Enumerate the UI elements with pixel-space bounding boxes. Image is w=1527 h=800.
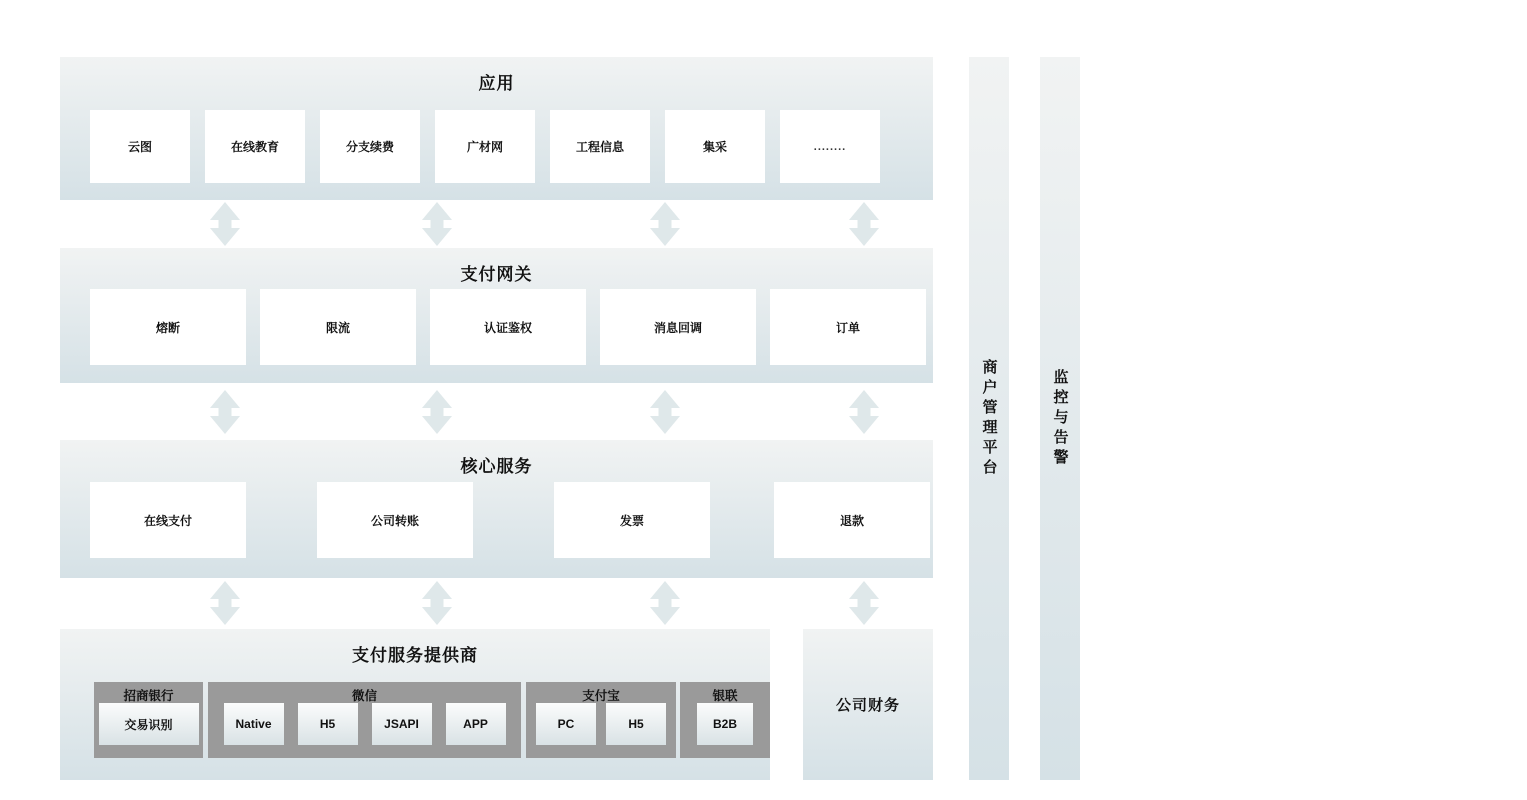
- applications-box-row: [90, 110, 880, 183]
- up-down-arrow-icon: [650, 581, 680, 625]
- module-box-online-education: 在线教育: [205, 110, 305, 183]
- provider-group-alipay: [526, 682, 676, 758]
- module-box-refund: 退款: [774, 482, 930, 558]
- up-down-arrow-icon: [210, 581, 240, 625]
- up-down-arrow-icon: [650, 202, 680, 246]
- layer-payment-providers: [60, 629, 770, 780]
- up-down-arrow-icon: [210, 390, 240, 434]
- channel-box-app: APP: [446, 703, 506, 745]
- module-box-centralized-procurement: 集采: [665, 110, 765, 183]
- layer-title-payment-providers: 支付服务提供商: [352, 646, 478, 665]
- up-down-arrow-icon: [210, 202, 240, 246]
- channel-box-transaction-recognition: 交易识别: [99, 703, 199, 745]
- channel-box-jsapi: JSAPI: [372, 703, 432, 745]
- up-down-arrow-icon: [422, 581, 452, 625]
- provider-group-label: 微信: [351, 689, 377, 703]
- module-box-message-callback: 消息回调: [600, 289, 756, 365]
- module-box-invoice: 发票: [554, 482, 710, 558]
- channel-box-native: Native: [224, 703, 284, 745]
- sidebar-monitoring-alerts-label: 监控与告警: [1051, 368, 1069, 469]
- provider-group-wechat: [208, 682, 521, 758]
- finance-box: 公司财务: [803, 629, 933, 780]
- module-box-engineering-info: 工程信息: [550, 110, 650, 183]
- sidebar-merchant-platform: [969, 57, 1009, 780]
- provider-group-label: 支付宝: [582, 689, 620, 703]
- module-box-branch-renewal: 分支续费: [320, 110, 420, 183]
- module-box-cloud-map: 云图: [90, 110, 190, 183]
- provider-group-unionpay: [680, 682, 770, 758]
- gateway-box-row: [90, 289, 926, 365]
- sidebar-monitoring-alerts: [1040, 57, 1080, 780]
- module-box-guangcai-net: 广材网: [435, 110, 535, 183]
- channel-box-b2b: B2B: [697, 703, 753, 745]
- sidebar-merchant-platform-label: 商户管理平台: [980, 358, 998, 479]
- channel-box-pc: PC: [536, 703, 596, 745]
- module-box-ellipsis: ........: [780, 110, 880, 183]
- up-down-arrow-icon: [422, 390, 452, 434]
- module-box-rate-limiting: 限流: [260, 289, 416, 365]
- module-box-online-payment: 在线支付: [90, 482, 246, 558]
- module-box-orders: 订单: [770, 289, 926, 365]
- channel-row: [94, 703, 203, 745]
- up-down-arrow-icon: [422, 202, 452, 246]
- up-down-arrow-icon: [849, 581, 879, 625]
- channel-row: [680, 703, 770, 745]
- provider-group-label: 招商银行: [123, 689, 174, 703]
- module-box-circuit-breaker: 熔断: [90, 289, 246, 365]
- channel-row: [208, 703, 521, 745]
- layer-title-payment-gateway: 支付网关: [460, 265, 533, 284]
- channel-box-h5: H5: [298, 703, 358, 745]
- layer-core-services: [60, 440, 933, 578]
- channel-row: [526, 703, 676, 745]
- up-down-arrow-icon: [849, 202, 879, 246]
- layer-title-applications: 应用: [478, 74, 515, 93]
- up-down-arrow-icon: [849, 390, 879, 434]
- module-box-authentication: 认证鉴权: [430, 289, 586, 365]
- layer-applications: [60, 57, 933, 200]
- layer-payment-gateway: [60, 248, 933, 383]
- channel-box-h5: H5: [606, 703, 666, 745]
- up-down-arrow-icon: [650, 390, 680, 434]
- module-box-company-transfer: 公司转账: [317, 482, 473, 558]
- provider-group-label: 银联: [712, 689, 738, 703]
- layer-title-core-services: 核心服务: [460, 457, 533, 476]
- provider-group-cmb: [94, 682, 203, 758]
